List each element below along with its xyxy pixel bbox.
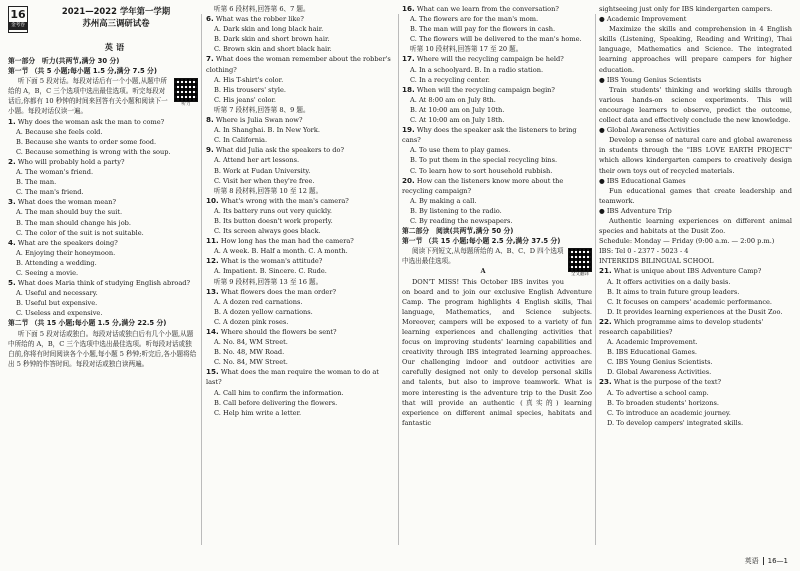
- question-stem: [206, 287, 394, 297]
- question-item: [402, 176, 592, 226]
- listening-instruction: 听第 10 段材料,回答第 17 至 20 题。: [410, 45, 523, 54]
- column-1: [8, 4, 198, 369]
- answer-option[interactable]: A. It offers activities on a daily basis.: [607, 277, 731, 286]
- qr-label: 听力: [181, 102, 191, 108]
- answer-option[interactable]: A. Academic Improvement.: [607, 338, 698, 347]
- question-stem: [206, 236, 394, 246]
- answer-option[interactable]: A. Dark skin and long black hair.: [214, 25, 324, 34]
- question-number: 22.: [599, 316, 612, 326]
- answer-option[interactable]: B. Attending a wedding.: [16, 258, 97, 267]
- question-text: Where is Julia Swan now?: [215, 116, 303, 125]
- answer-option[interactable]: B. The man.: [16, 178, 57, 187]
- question-number: 12.: [206, 256, 219, 266]
- program-description: Authentic learning experiences on different animal species and habitats at the Dusit Zoo.: [599, 216, 792, 236]
- answer-option[interactable]: D. Global Awareness Activities.: [607, 368, 712, 377]
- subject-title: 英语: [104, 42, 128, 52]
- listening-instruction: 听第 8 段材料,回答第 10 至 12 题。: [214, 186, 323, 195]
- qr-label: 全文翻译: [571, 272, 589, 278]
- answer-option[interactable]: B. The man should change his job.: [16, 218, 131, 227]
- question-item: [206, 287, 394, 327]
- question-stem: [8, 197, 198, 207]
- question-text: Which programme aims to develop students' research capabilities?: [599, 317, 764, 336]
- question-number: 10.: [206, 195, 219, 205]
- question-stem: [402, 54, 592, 64]
- answer-option[interactable]: A. Because she feels cold.: [16, 127, 103, 136]
- answer-option[interactable]: A. A week. B. Half a month. C. A month.: [214, 247, 348, 256]
- column-2: [206, 4, 394, 418]
- answer-option[interactable]: B. To broaden students' horizons.: [607, 398, 719, 407]
- question-item: [8, 238, 198, 278]
- footer-subject: 英语: [744, 557, 759, 565]
- question-number: 8.: [206, 115, 214, 125]
- question-number: 4.: [8, 237, 16, 247]
- answer-option[interactable]: B. At 10:00 am on July 10th.: [410, 105, 505, 114]
- program-description: Develop a sense of natural care and global awareness in students through the "IBS LOVE EARTH PROJECT" which allows kindergarten campers to creatively design their own toys out of recycled materials.: [599, 136, 792, 175]
- question-number: 23.: [599, 377, 612, 387]
- question-item: [402, 54, 592, 84]
- question-stem: [8, 278, 198, 288]
- question-list: [206, 14, 394, 418]
- question-item: [599, 317, 792, 378]
- question-number: 18.: [402, 84, 415, 94]
- answer-option[interactable]: A. The woman's friend.: [16, 168, 94, 177]
- question-stem: [206, 115, 394, 125]
- question-list: [599, 266, 792, 428]
- question-item: [206, 196, 394, 236]
- question-text: Where should the flowers be sent?: [220, 328, 337, 336]
- question-number: 20.: [402, 175, 415, 185]
- question-number: 7.: [206, 54, 214, 64]
- reading-instructions: 阅读下列短文,从每题所给的 A、B、C、D 四个选项中选出最佳选项。: [402, 247, 564, 266]
- question-text: Why does the speaker ask the listeners to bring cans?: [402, 126, 577, 145]
- answer-option[interactable]: C. A dozen pink roses.: [214, 317, 289, 326]
- question-text: What flowers does the man order?: [220, 287, 337, 296]
- answer-option[interactable]: A. His T-shirt's color.: [214, 75, 284, 84]
- question-text: What was the robber like?: [215, 15, 304, 24]
- question-stem: [206, 327, 394, 337]
- program-title: ● IBS Educational Games: [599, 176, 686, 185]
- footer-page: 16—1: [763, 557, 788, 565]
- answer-option[interactable]: A. To use them to play games.: [410, 146, 511, 155]
- program-description: Maximize the skills and comprehension in 4 English skills (Listening, Speaking, Reading and Writing), Thai language, Mathematics and Science. The integrated learning approaches will prepare campers for higher education.: [599, 25, 792, 74]
- answer-option[interactable]: A. A dozen red carnations.: [214, 297, 303, 306]
- question-item: [8, 157, 198, 197]
- question-item: [206, 115, 394, 145]
- program-title: ● Global Awareness Activities: [599, 126, 700, 135]
- answer-option[interactable]: C. Help him write a letter.: [214, 408, 302, 417]
- question-text: What did Julia ask the speakers to do?: [215, 146, 345, 155]
- question-item: [402, 125, 592, 175]
- question-stem: [206, 54, 394, 74]
- answer-option[interactable]: B. Work at Fudan University.: [214, 166, 311, 175]
- question-text: Who will probably hold a party?: [17, 157, 125, 166]
- program-description: Fun educational games that create leadership and teamwork.: [599, 186, 792, 205]
- column-divider: [201, 14, 202, 545]
- part1-sec2-heading: 第二节 （共 15 小题;每小题 1.5 分,满分 22.5 分): [8, 319, 167, 328]
- question-item: [599, 266, 792, 316]
- listening-instruction: 听第 7 段材料,回答第 8、9 题。: [214, 105, 310, 114]
- answer-option[interactable]: C. Its screen always goes black.: [214, 227, 321, 236]
- question-number: 3.: [8, 197, 16, 207]
- sec2-instructions: 听下面 5 段对话或独白。每段对话或独白后有几个小题,从题中所给的 A，B，C 三个选项中选出最佳选项。听每段对话或独白前,你将有时间阅读各个小题,每小题 5 秒钟;听完后,各小题将给出 5 秒钟的作答时间。每段对话或独白读两遍。: [8, 329, 197, 368]
- question-item: [599, 377, 792, 427]
- answer-option[interactable]: A. The man should buy the suit.: [16, 208, 123, 217]
- question-text: How can the listeners know more about the recycling campaign?: [402, 176, 564, 195]
- answer-option[interactable]: D. To develop campers' integrated skills.: [607, 418, 744, 427]
- question-text: What's wrong with the man's camera?: [220, 196, 349, 205]
- listening-instruction: 听第 6 段材料,回答第 6、7 题。: [214, 5, 310, 13]
- program-title: ● Academic Improvement: [599, 15, 687, 24]
- answer-option[interactable]: C. His jeans' color.: [214, 95, 277, 104]
- answer-option[interactable]: C. The color of the suit is not suitable.: [16, 228, 144, 237]
- answer-option[interactable]: A. Useful and necessary.: [16, 289, 98, 298]
- answer-option[interactable]: B. Because she wants to order some food.: [16, 137, 157, 146]
- answer-option[interactable]: A. No. 84, WM Street.: [214, 338, 288, 347]
- answer-option[interactable]: A. In Shanghai. B. In New York.: [214, 126, 320, 135]
- question-stem: [402, 85, 592, 95]
- question-stem: [8, 117, 198, 127]
- question-item: [8, 278, 198, 318]
- question-number: 14.: [206, 327, 219, 336]
- question-item: [206, 14, 394, 54]
- question-text: What is the woman's attitude?: [220, 257, 323, 266]
- question-text: What does Maria think of studying English abroad?: [17, 279, 191, 288]
- answer-option[interactable]: B. It aims to train future group leaders.: [607, 287, 740, 296]
- question-stem: [599, 266, 792, 276]
- question-number: 19.: [402, 125, 415, 135]
- answer-option[interactable]: B. By listening to the radio.: [410, 206, 502, 215]
- question-item: [402, 4, 592, 44]
- question-number: 13.: [206, 286, 219, 296]
- question-list: [8, 117, 198, 319]
- question-stem: [206, 367, 394, 387]
- question-stem: [8, 238, 198, 248]
- program-description: Train students' thinking and working skills through various hands-on science experiments. This will encourage learners to observe, predict the outcome, collect data and effectively conclude the new knowledge.: [599, 85, 792, 125]
- title-line-1: 2021—2022 学年第一学期: [61, 6, 171, 16]
- page-footer: [745, 556, 788, 566]
- answer-option[interactable]: C. In a recycling center.: [410, 75, 490, 84]
- part2-heading: 第二部分 阅读(共两节,满分 50 分): [402, 227, 514, 236]
- question-number: 11.: [206, 236, 219, 246]
- passage-continued: sightseeing just only for IBS kindergarten campers.: [599, 5, 773, 13]
- question-number: 16.: [402, 4, 415, 13]
- school-name: INTERKIDS BILINGUAL SCHOOL: [599, 257, 714, 266]
- answer-option[interactable]: C. In California.: [214, 136, 268, 145]
- question-list: [402, 4, 592, 226]
- question-text: What are the speakers doing?: [17, 238, 118, 247]
- answer-option[interactable]: A. Its battery runs out very quickly.: [214, 206, 333, 215]
- answer-option[interactable]: D. It provides learning experiences at the Dusit Zoo.: [607, 307, 783, 316]
- answer-option[interactable]: A. Enjoying their honeymoon.: [16, 248, 116, 257]
- question-stem: [402, 4, 592, 14]
- listening-qr[interactable]: [174, 78, 198, 108]
- answer-option[interactable]: A. To advertise a school camp.: [607, 388, 709, 397]
- part1-sec1-heading: 第一节 （共 5 小题;每小题 1.5 分,满分 7.5 分): [8, 67, 157, 76]
- answer-option[interactable]: C. The man's friend.: [16, 188, 84, 197]
- question-number: 17.: [402, 54, 415, 64]
- question-stem: [206, 196, 394, 206]
- question-text: How long has the man had the camera?: [220, 237, 354, 246]
- answer-option[interactable]: C. No. 84, MW Street.: [214, 358, 288, 367]
- passage-text: DON'T MISS! This October IBS invites you on board and to join our exclusive English Adventure Camp. The program highlights 4 English skills, Thai language, Mathematics, and Science subjects. Moreover, campers will be exposed to a variety of fun learning experiences and challenging activities that focus on improving students' learning capabilities and creativity through IBS integrated learning approaches. Our challenging indoor and outdoor activities are carefully designed not only to develop personal skills and talents, but also to improve teamwork. What is more interesting is the adventure trip to the Dusit Zoo that will provide an authentic (真实的) learning experience on different animal species, habitats and fantastic: [402, 277, 592, 427]
- question-stem: [599, 317, 792, 337]
- question-number: 1.: [8, 116, 16, 126]
- question-text: What does the woman mean?: [17, 198, 117, 207]
- question-item: [8, 117, 198, 157]
- answer-option[interactable]: C. By reading the newspapers.: [410, 216, 513, 225]
- exam-header: [8, 4, 198, 56]
- question-text: When will the recycling campaign begin?: [416, 85, 555, 94]
- program-title: ● IBS Young Genius Scientists: [599, 75, 702, 84]
- sec1-instructions: 听下面 5 段对话。每段对话后有一个小题,从题中所给的 A，B，C 三个选项中选出最佳选项。听完每段对话后,你都有 10 秒钟的时间来回答有关小题和阅读下一小题。每段对话仅读一遍。: [8, 77, 168, 116]
- question-stem: [402, 176, 592, 196]
- part1-heading: 第一部分 听力(共两节,满分 30 分): [8, 57, 120, 65]
- program-list: [599, 14, 792, 236]
- answer-option[interactable]: B. A dozen yellow carnations.: [214, 307, 313, 316]
- column-divider: [595, 14, 596, 545]
- answer-option[interactable]: B. To put them in the special recycling bins.: [410, 156, 558, 165]
- passage-label: A: [480, 267, 486, 276]
- question-number: 5.: [8, 278, 16, 288]
- badge-number: 16: [10, 8, 26, 21]
- answer-option[interactable]: C. To learn how to sort household rubbish.: [410, 166, 553, 175]
- question-number: 15.: [206, 367, 219, 377]
- listening-instruction: 听第 9 段材料,回答第 13 至 16 题。: [214, 277, 323, 286]
- column-3: [402, 4, 592, 428]
- question-number: 6.: [206, 14, 214, 24]
- answer-option[interactable]: C. At 10:00 am on July 18th.: [410, 116, 505, 125]
- question-text: What can we learn from the conversation?: [416, 5, 559, 13]
- answer-option[interactable]: C. Because something is wrong with the soup.: [16, 147, 171, 156]
- answer-option[interactable]: C. IBS Young Genius Scientists.: [607, 358, 713, 367]
- question-stem: [206, 256, 394, 266]
- answer-option[interactable]: B. Call before delivering the flowers.: [214, 398, 338, 407]
- question-item: [206, 54, 394, 104]
- question-item: [402, 85, 592, 125]
- question-text: What is the purpose of the text?: [613, 378, 722, 387]
- question-text: What does the woman remember about the robber's clothing?: [206, 55, 391, 74]
- question-item: [206, 145, 394, 185]
- column-4: [599, 4, 792, 428]
- jinkaojuan-badge: [8, 6, 28, 33]
- question-item: [206, 367, 394, 417]
- answer-option[interactable]: C. Brown skin and short black hair.: [214, 45, 332, 54]
- question-stem: [8, 157, 198, 167]
- schedule-text: Schedule: Monday — Friday (9:00 a.m. — 2:00 p.m.): [599, 237, 775, 246]
- question-stem: [599, 377, 792, 387]
- question-number: 21.: [599, 266, 612, 276]
- answer-option[interactable]: A. Attend her art lessons.: [214, 156, 300, 165]
- answer-option[interactable]: B. IBS Educational Games.: [607, 348, 697, 357]
- phone-text: IBS: Tel 0 - 2377 - 5023 - 4: [599, 247, 689, 256]
- answer-option[interactable]: C. Visit her when they're free.: [214, 176, 315, 185]
- answer-option[interactable]: C. Seeing a movie.: [16, 268, 79, 277]
- question-item: [206, 327, 394, 367]
- badge-text: 金考卷: [9, 22, 27, 30]
- title-line-2: 苏州高三调研试卷: [82, 18, 150, 28]
- answer-option[interactable]: B. Dark skin and short brown hair.: [214, 35, 330, 44]
- question-number: 9.: [206, 145, 214, 155]
- question-text: Where will the recycling campaign be held?: [416, 55, 564, 64]
- answer-option[interactable]: C. To introduce an academic journey.: [607, 408, 731, 417]
- question-stem: [206, 145, 394, 155]
- exam-title: [32, 5, 200, 29]
- part2-sec1-heading: 第一节 （共 15 小题;每小题 2.5 分,满分 37.5 分): [402, 237, 561, 246]
- answer-option[interactable]: A. The flowers are for the man's mom.: [410, 15, 539, 24]
- column-divider: [398, 14, 399, 545]
- answer-option[interactable]: A. By making a call.: [410, 196, 477, 205]
- question-text: What is unique about IBS Adventure Camp?: [613, 267, 762, 276]
- answer-option[interactable]: C. Useless and expensive.: [16, 309, 103, 318]
- answer-option[interactable]: C. The flowers will be delivered to the man's home.: [410, 35, 582, 44]
- answer-option[interactable]: B. His trousers' style.: [214, 85, 286, 94]
- answer-option[interactable]: A. Call him to confirm the information.: [214, 388, 344, 397]
- question-text: Why does the woman ask the man to come?: [17, 117, 165, 126]
- qr-code-icon: [174, 78, 198, 102]
- answer-option[interactable]: A. Impatient. B. Sincere. C. Rude.: [214, 267, 327, 276]
- answer-option[interactable]: A. In a schoolyard. B. In a radio station.: [410, 65, 544, 74]
- question-stem: [402, 125, 592, 145]
- program-title: ● IBS Adventure Trip: [599, 206, 672, 215]
- qr-code-icon: [568, 248, 592, 272]
- question-text: What does the man require the woman to do at last?: [206, 368, 379, 387]
- answer-option[interactable]: B. Useful but expensive.: [16, 299, 98, 308]
- question-number: 2.: [8, 156, 16, 166]
- question-item: [206, 256, 394, 276]
- question-stem: [206, 14, 394, 24]
- question-item: [206, 236, 394, 256]
- answer-option[interactable]: A. At 8:00 am on July 8th.: [410, 95, 496, 104]
- answer-option[interactable]: B. The man will pay for the flowers in cash.: [410, 25, 556, 34]
- answer-option[interactable]: C. It focuses on campers' academic performance.: [607, 297, 773, 306]
- question-item: [8, 197, 198, 237]
- answer-option[interactable]: B. No. 48, MW Road.: [214, 348, 285, 357]
- answer-option[interactable]: B. Its button doesn't work properly.: [214, 216, 333, 225]
- translation-qr[interactable]: [568, 248, 592, 278]
